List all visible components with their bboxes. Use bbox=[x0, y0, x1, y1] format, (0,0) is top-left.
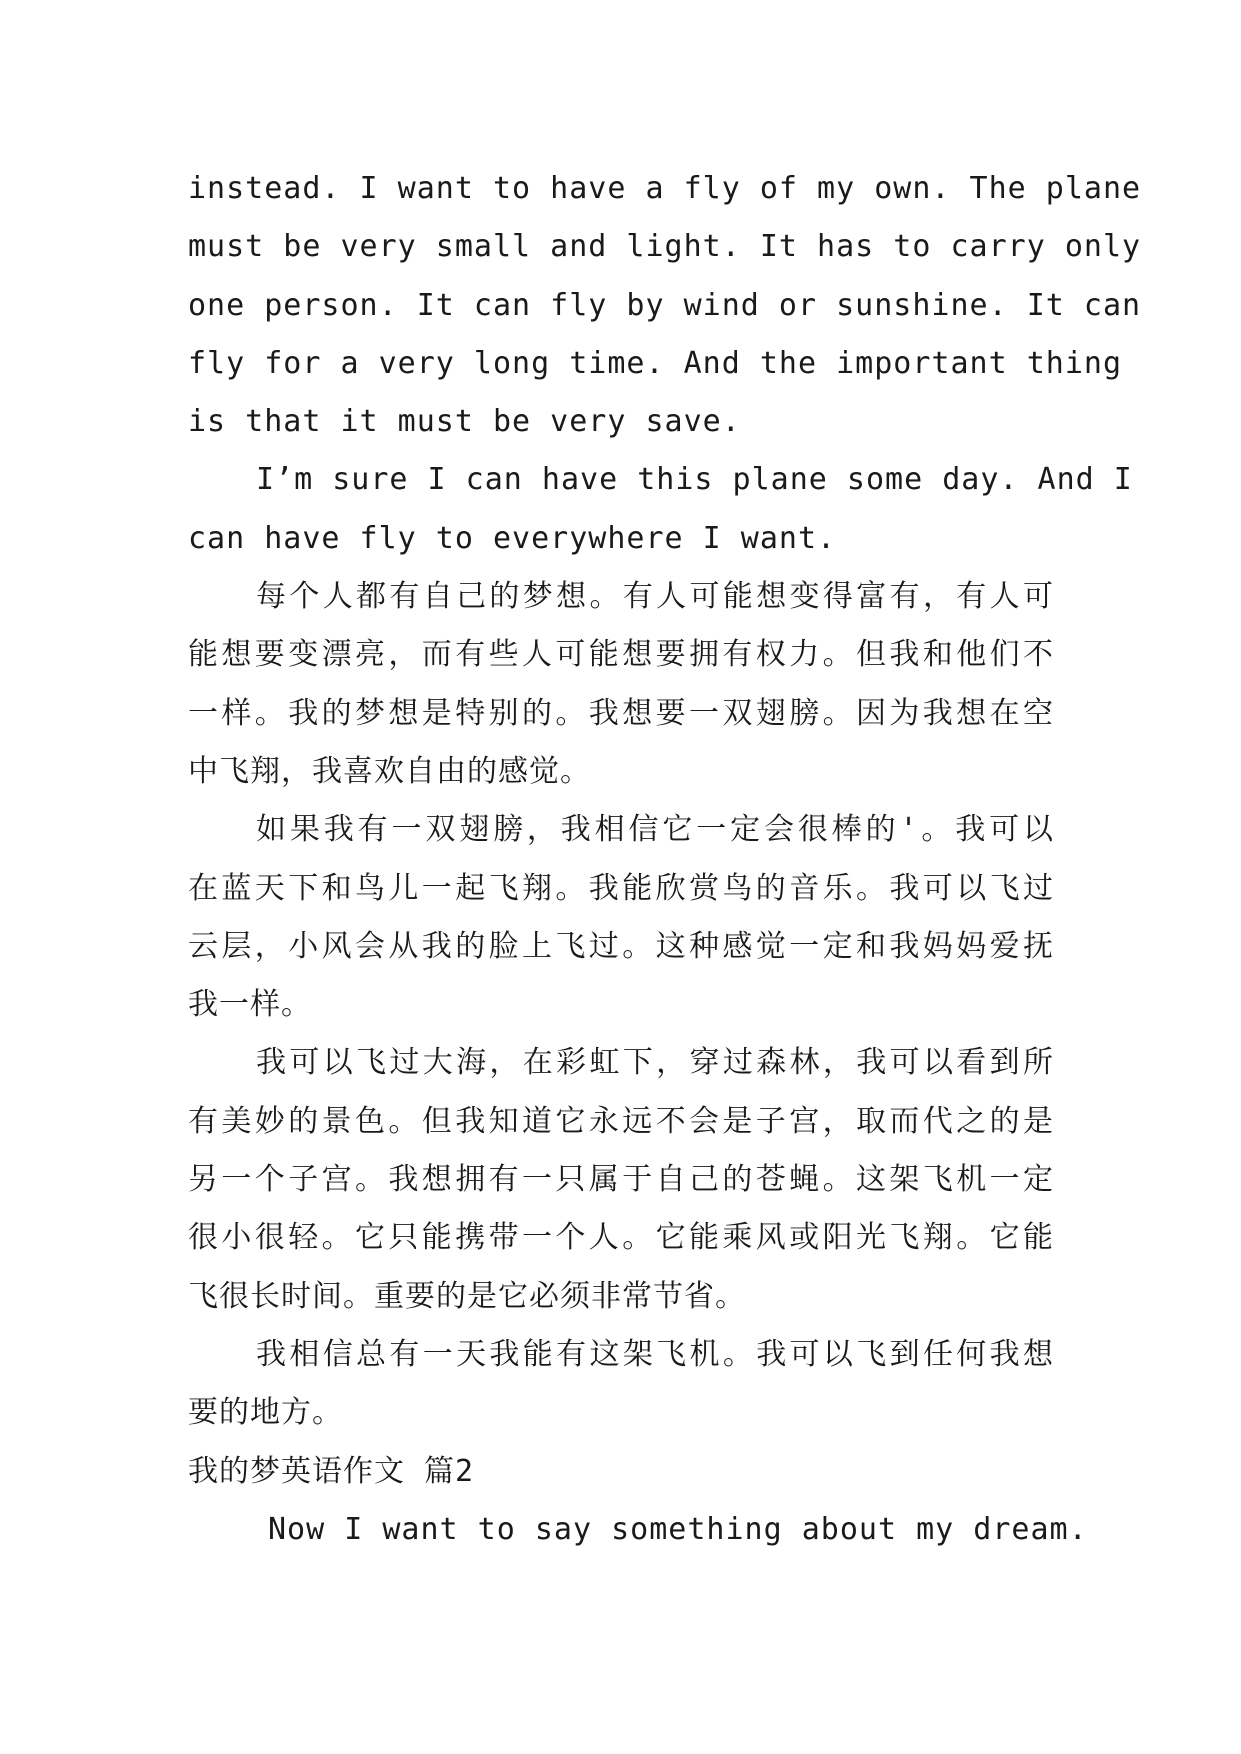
text-line: can have fly to everywhere I want. bbox=[188, 520, 837, 556]
section-heading: 我的梦英语作文 篇2 bbox=[188, 1453, 475, 1489]
text-line: must be very small and light. It has to carry only bbox=[188, 229, 1142, 265]
text-line: 有美妙的景色。但我知道它永远不会是子宫，取而代之的是 bbox=[188, 1103, 1054, 1139]
text-line: Now I want to say something about my dream. bbox=[268, 1511, 1088, 1547]
text-line: I’m sure I can have this plane some day. And I bbox=[256, 462, 1133, 498]
text-line: 很小很轻。它只能携带一个人。它能乘风或阳光飞翔。它能 bbox=[188, 1220, 1054, 1256]
text-line: 飞很长时间。重要的是它必须非常节省。 bbox=[188, 1278, 746, 1314]
text-line: 要的地方。 bbox=[188, 1395, 343, 1431]
text-line: 能想要变漂亮，而有些人可能想要拥有权力。但我和他们不 bbox=[188, 637, 1054, 673]
text-line: 我相信总有一天我能有这架飞机。我可以飞到任何我想 bbox=[256, 1336, 1054, 1372]
text-line: 如果我有一双翅膀，我相信它一定会很棒的'。我可以 bbox=[256, 812, 1054, 848]
text-line: 每个人都有自己的梦想。有人可能想变得富有，有人可 bbox=[256, 579, 1054, 615]
text-line: fly for a very long time. And the important thing bbox=[188, 345, 1123, 381]
text-line: 在蓝天下和鸟儿一起飞翔。我能欣赏鸟的音乐。我可以飞过 bbox=[188, 870, 1054, 906]
text-line: 我可以飞过大海，在彩虹下，穿过森林，我可以看到所 bbox=[256, 1045, 1054, 1081]
document-page bbox=[188, 160, 1142, 1559]
text-line: 我一样。 bbox=[188, 987, 312, 1023]
text-line: 一样。我的梦想是特别的。我想要一双翅膀。因为我想在空 bbox=[188, 695, 1054, 731]
text-line: 云层，小风会从我的脸上飞过。这种感觉一定和我妈妈爱抚 bbox=[188, 928, 1054, 964]
text-line: is that it must be very save. bbox=[188, 404, 741, 440]
text-line: instead. I want to have a fly of my own. The plane bbox=[188, 171, 1142, 206]
text-line: one person. It can fly by wind or sunshine. It can bbox=[188, 287, 1142, 323]
text-line: 另一个子宫。我想拥有一只属于自己的苍蝇。这架飞机一定 bbox=[188, 1162, 1054, 1198]
text-line: 中飞翔，我喜欢自由的感觉。 bbox=[188, 753, 591, 789]
